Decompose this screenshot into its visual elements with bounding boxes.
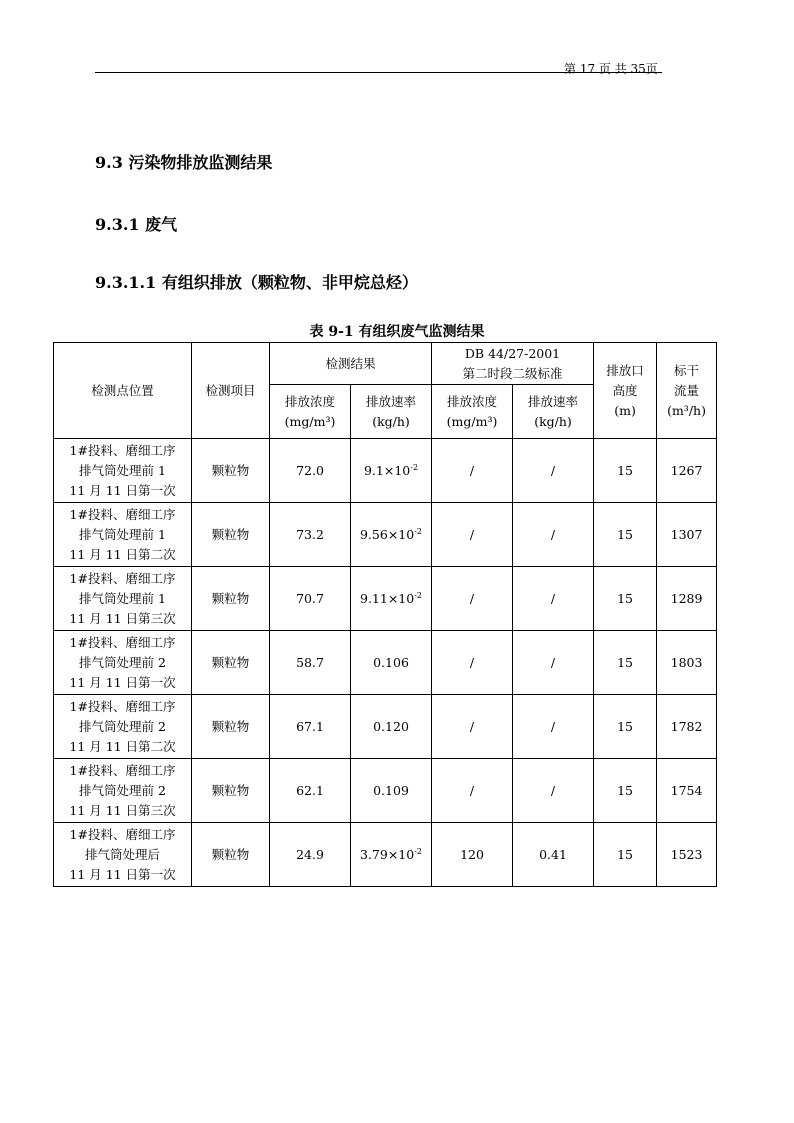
cell-std-rate: /	[513, 631, 594, 695]
cell-std-conc: /	[432, 503, 513, 567]
cell-std-conc: /	[432, 759, 513, 823]
rate-base: 9.11×10	[360, 590, 415, 606]
table-caption: 表 9-1 有组织废气监测结果	[309, 324, 485, 340]
header-standard: DB 44/27-2001 第二时段二级标准	[432, 343, 594, 385]
cell-conc: 70.7	[270, 567, 351, 631]
cell-std-conc: /	[432, 439, 513, 503]
cell-conc: 73.2	[270, 503, 351, 567]
cell-conc: 58.7	[270, 631, 351, 695]
header-std-conc: 排放浓度 (mg/m³)	[432, 385, 513, 439]
rate-base: 9.56×10	[360, 526, 415, 542]
cell-item: 颗粒物	[192, 503, 270, 567]
cell-std-rate: 0.41	[513, 823, 594, 887]
cell-flow: 1289	[657, 567, 717, 631]
cell-std-rate: /	[513, 695, 594, 759]
cell-item: 颗粒物	[192, 695, 270, 759]
rate-exponent: -2	[414, 526, 423, 536]
header-flow: 标干 流量 (m³/h)	[657, 343, 717, 439]
table-row	[54, 567, 717, 631]
cell-std-rate: /	[513, 439, 594, 503]
cell-rate	[351, 695, 432, 759]
cell-item: 颗粒物	[192, 823, 270, 887]
cell-location: 1#投料、磨细工序 排气筒处理前 1 11 月 11 日第二次	[54, 503, 192, 567]
cell-location: 1#投料、磨细工序 排气筒处理前 1 11 月 11 日第一次	[54, 439, 192, 503]
cell-height: 15	[594, 503, 657, 567]
section-heading: 9.3 污染物排放监测结果	[95, 153, 273, 172]
cell-flow: 1267	[657, 439, 717, 503]
cell-location: 1#投料、磨细工序 排气筒处理前 2 11 月 11 日第二次	[54, 695, 192, 759]
header-result: 检测结果	[270, 343, 432, 385]
cell-item: 颗粒物	[192, 759, 270, 823]
header-conc: 排放浓度 (mg/m³)	[270, 385, 351, 439]
table-row	[54, 631, 717, 695]
cell-location: 1#投料、磨细工序 排气筒处理前 2 11 月 11 日第一次	[54, 631, 192, 695]
table-row	[54, 695, 717, 759]
header-location: 检测点位置	[54, 343, 192, 439]
cell-height: 15	[594, 759, 657, 823]
header-divider	[95, 72, 662, 73]
rate-base: 3.79×10	[360, 846, 415, 862]
cell-item: 颗粒物	[192, 631, 270, 695]
cell-rate	[351, 631, 432, 695]
cell-rate	[351, 567, 432, 631]
header-height: 排放口 高度 (m)	[594, 343, 657, 439]
cell-location: 1#投料、磨细工序 排气筒处理前 1 11 月 11 日第三次	[54, 567, 192, 631]
rate-exponent: -2	[414, 846, 423, 856]
header-std-rate: 排放速率 (kg/h)	[513, 385, 594, 439]
cell-flow: 1803	[657, 631, 717, 695]
page-number-label: 第 17 页 共 35页	[564, 62, 658, 76]
cell-item: 颗粒物	[192, 439, 270, 503]
cell-location: 1#投料、磨细工序 排气筒处理后 11 月 11 日第一次	[54, 823, 192, 887]
subsubsection-heading: 9.3.1.1 有组织排放（颗粒物、非甲烷总烃）	[95, 273, 418, 292]
table-row	[54, 439, 717, 503]
cell-conc: 62.1	[270, 759, 351, 823]
cell-rate	[351, 759, 432, 823]
rate-exponent: -2	[410, 462, 419, 472]
subsection-heading: 9.3.1 废气	[95, 215, 178, 234]
monitoring-results-table	[53, 342, 717, 887]
cell-location: 1#投料、磨细工序 排气筒处理前 2 11 月 11 日第三次	[54, 759, 192, 823]
header-rate: 排放速率 (kg/h)	[351, 385, 432, 439]
header-item: 检测项目	[192, 343, 270, 439]
table-row	[54, 759, 717, 823]
table-row	[54, 503, 717, 567]
rate-base: 9.1×10	[363, 462, 411, 478]
rate-base: 0.109	[373, 782, 409, 798]
cell-flow: 1782	[657, 695, 717, 759]
cell-std-conc: 120	[432, 823, 513, 887]
cell-conc: 67.1	[270, 695, 351, 759]
cell-std-conc: /	[432, 567, 513, 631]
cell-std-rate: /	[513, 503, 594, 567]
cell-rate	[351, 823, 432, 887]
rate-base: 0.120	[373, 718, 409, 734]
cell-conc: 24.9	[270, 823, 351, 887]
cell-flow: 1754	[657, 759, 717, 823]
cell-height: 15	[594, 567, 657, 631]
cell-flow: 1307	[657, 503, 717, 567]
cell-conc: 72.0	[270, 439, 351, 503]
cell-flow: 1523	[657, 823, 717, 887]
cell-height: 15	[594, 695, 657, 759]
cell-std-rate: /	[513, 567, 594, 631]
rate-base: 0.106	[373, 654, 409, 670]
cell-std-rate: /	[513, 759, 594, 823]
table-row	[54, 823, 717, 887]
cell-height: 15	[594, 439, 657, 503]
cell-rate	[351, 503, 432, 567]
cell-std-conc: /	[432, 695, 513, 759]
rate-exponent: -2	[414, 590, 423, 600]
cell-height: 15	[594, 823, 657, 887]
cell-rate	[351, 439, 432, 503]
cell-item: 颗粒物	[192, 567, 270, 631]
cell-height: 15	[594, 631, 657, 695]
cell-std-conc: /	[432, 631, 513, 695]
